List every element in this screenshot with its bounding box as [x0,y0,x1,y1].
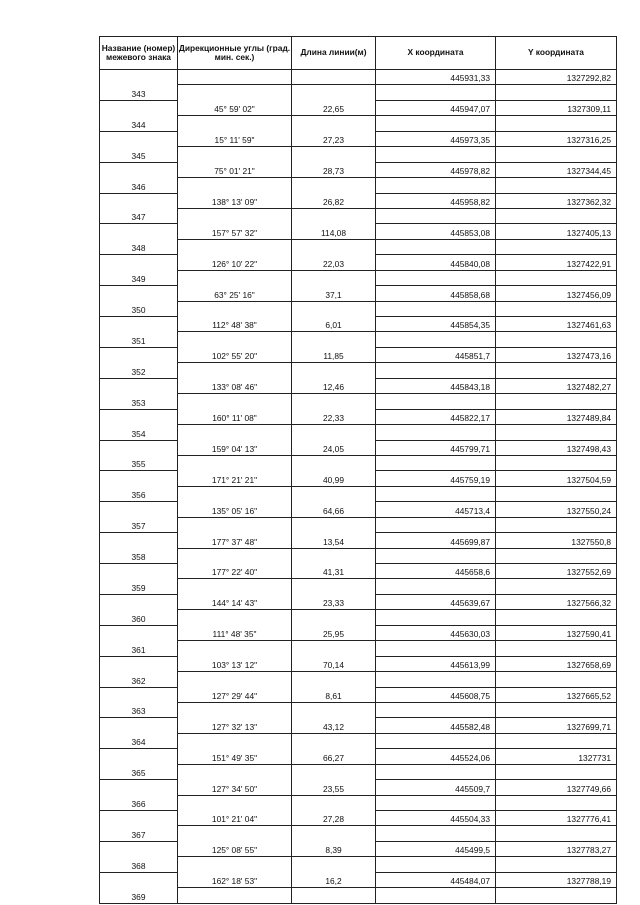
point-name-cell: 364 [100,718,178,749]
x-coordinate-cell: 445858,68 [376,286,496,301]
table-half-row [100,641,617,656]
y-coordinate-blank-cell [496,672,617,687]
y-coordinate-cell: 1327504,59 [496,471,617,486]
x-coordinate-blank-cell [376,85,496,100]
x-coordinate-blank-cell [376,301,496,316]
header-name: Название (номер) межевого знака [100,37,178,70]
x-coordinate-blank-cell [376,795,496,810]
length-cell: 37,1 [292,270,376,301]
x-coordinate-blank-cell [376,888,496,903]
length-cell: 6,01 [292,301,376,332]
y-coordinate-cell: 1327405,13 [496,224,617,239]
length-cell: 66,27 [292,733,376,764]
y-coordinate-cell: 1327461,63 [496,317,617,332]
table-half-row [100,486,617,501]
y-coordinate-cell: 1327316,25 [496,131,617,146]
point-name-cell: 356 [100,471,178,502]
y-coordinate-blank-cell [496,857,617,872]
y-coordinate-cell: 1327422,91 [496,255,617,270]
angle-cell: 101° 21' 04" [178,795,292,826]
length-cell: 23,55 [292,764,376,795]
length-cell: 25,95 [292,610,376,641]
table-half-row [100,764,617,779]
length-cell: 8,39 [292,826,376,857]
x-coordinate-cell: 445931,33 [376,70,496,85]
length-cell: 41,31 [292,548,376,579]
table-half-row [100,888,617,903]
table-half-row [100,270,617,285]
x-coordinate-blank-cell [376,363,496,378]
table-half-row [100,363,617,378]
angle-cell [178,888,292,903]
angle-cell: 45° 59' 02" [178,85,292,116]
angle-cell: 111° 48' 35" [178,610,292,641]
angle-cell: 133° 08' 46" [178,363,292,394]
point-name-cell: 345 [100,131,178,162]
length-cell: 24,05 [292,425,376,456]
point-name-cell: 363 [100,687,178,718]
x-coordinate-cell: 445608,75 [376,687,496,702]
table-half-row [100,116,617,131]
length-cell [292,70,376,85]
angle-cell: 177° 22' 40" [178,548,292,579]
y-coordinate-blank-cell [496,239,617,254]
point-name-cell: 355 [100,440,178,471]
y-coordinate-cell: 1327482,27 [496,378,617,393]
point-name-cell: 359 [100,564,178,595]
y-coordinate-cell: 1327658,69 [496,656,617,671]
angle-cell: 127° 34' 50" [178,764,292,795]
point-name-cell: 347 [100,193,178,224]
angle-cell: 126° 10' 22" [178,239,292,270]
y-coordinate-blank-cell [496,888,617,903]
x-coordinate-cell: 445630,03 [376,625,496,640]
length-cell: 13,54 [292,517,376,548]
point-name-cell: 349 [100,255,178,286]
y-coordinate-blank-cell [496,579,617,594]
x-coordinate-cell: 445973,35 [376,131,496,146]
x-coordinate-blank-cell [376,579,496,594]
length-cell [292,888,376,903]
angle-cell: 63° 25' 16" [178,270,292,301]
x-coordinate-blank-cell [376,733,496,748]
point-name-cell: 369 [100,872,178,903]
x-coordinate-cell: 445854,35 [376,317,496,332]
table-header-row [100,37,617,70]
table-half-row [100,208,617,223]
length-cell: 70,14 [292,641,376,672]
y-coordinate-cell: 1327776,41 [496,811,617,826]
header-angle: Дирекционные углы (град. мин. сек.) [178,37,292,70]
y-coordinate-blank-cell [496,795,617,810]
y-coordinate-cell: 1327749,66 [496,780,617,795]
angle-cell: 171° 21' 21" [178,455,292,486]
y-coordinate-blank-cell [496,733,617,748]
y-coordinate-cell: 1327309,11 [496,100,617,115]
y-coordinate-cell: 1327699,71 [496,718,617,733]
x-coordinate-cell: 445759,19 [376,471,496,486]
angle-cell: 159° 04' 13" [178,425,292,456]
header-x: X координата [376,37,496,70]
x-coordinate-blank-cell [376,857,496,872]
x-coordinate-blank-cell [376,672,496,687]
point-name-cell: 365 [100,749,178,780]
x-coordinate-cell: 445713,4 [376,502,496,517]
x-coordinate-cell: 445509,7 [376,780,496,795]
angle-cell: 177° 37' 48" [178,517,292,548]
table-half-row [100,857,617,872]
length-cell: 64,66 [292,486,376,517]
point-name-cell: 346 [100,162,178,193]
angle-cell: 103° 13' 12" [178,641,292,672]
y-coordinate-blank-cell [496,116,617,131]
x-coordinate-cell: 445639,67 [376,594,496,609]
x-coordinate-cell: 445851,7 [376,347,496,362]
header-length: Длина линии(м) [292,37,376,70]
x-coordinate-blank-cell [376,425,496,440]
x-coordinate-blank-cell [376,394,496,409]
y-coordinate-blank-cell [496,147,617,162]
angle-cell: 151° 49' 35" [178,733,292,764]
angle-cell: 112° 48' 38" [178,301,292,332]
length-cell: 11,85 [292,332,376,363]
length-cell: 27,28 [292,795,376,826]
y-coordinate-cell: 1327489,84 [496,409,617,424]
y-coordinate-cell: 1327550,8 [496,533,617,548]
y-coordinate-cell: 1327552,69 [496,564,617,579]
x-coordinate-cell: 445524,06 [376,749,496,764]
x-coordinate-blank-cell [376,517,496,532]
y-coordinate-cell: 1327550,24 [496,502,617,517]
y-coordinate-blank-cell [496,208,617,223]
angle-cell: 102° 55' 20" [178,332,292,363]
length-cell: 22,03 [292,239,376,270]
y-coordinate-cell: 1327344,45 [496,162,617,177]
x-coordinate-cell: 445484,07 [376,872,496,887]
table-body [100,70,617,904]
x-coordinate-blank-cell [376,826,496,841]
angle-cell: 138° 13' 09" [178,178,292,209]
angle-cell: 125° 08' 55" [178,826,292,857]
point-name-cell: 354 [100,409,178,440]
x-coordinate-blank-cell [376,116,496,131]
table-half-row [100,795,617,810]
length-cell: 16,2 [292,857,376,888]
y-coordinate-cell: 1327590,41 [496,625,617,640]
x-coordinate-cell: 445947,07 [376,100,496,115]
point-name-cell: 361 [100,625,178,656]
length-cell: 27,23 [292,116,376,147]
table-half-row [100,301,617,316]
y-coordinate-blank-cell [496,826,617,841]
x-coordinate-blank-cell [376,178,496,193]
y-coordinate-blank-cell [496,394,617,409]
length-cell: 22,65 [292,85,376,116]
y-coordinate-cell: 1327788,19 [496,872,617,887]
angle-cell: 162° 18' 53" [178,857,292,888]
point-name-cell: 343 [100,70,178,101]
x-coordinate-cell: 445843,18 [376,378,496,393]
length-cell: 26,82 [292,178,376,209]
y-coordinate-cell: 1327473,16 [496,347,617,362]
point-name-cell: 352 [100,347,178,378]
x-coordinate-blank-cell [376,208,496,223]
x-coordinate-blank-cell [376,239,496,254]
angle-cell: 15° 11' 59" [178,116,292,147]
y-coordinate-blank-cell [496,517,617,532]
table-half-row [100,517,617,532]
y-coordinate-blank-cell [496,178,617,193]
y-coordinate-blank-cell [496,270,617,285]
y-coordinate-cell: 1327362,32 [496,193,617,208]
point-name-cell: 348 [100,224,178,255]
point-name-cell: 368 [100,841,178,872]
angle-cell: 127° 29' 44" [178,672,292,703]
y-coordinate-cell: 1327498,43 [496,440,617,455]
table-half-row [100,425,617,440]
x-coordinate-cell: 445699,87 [376,533,496,548]
point-name-cell: 358 [100,533,178,564]
length-cell: 114,08 [292,208,376,239]
table-half-row [100,394,617,409]
x-coordinate-cell: 445799,71 [376,440,496,455]
point-name-cell: 366 [100,780,178,811]
table-half-row [100,178,617,193]
angle-cell: 157° 57' 32" [178,208,292,239]
point-name-cell: 357 [100,502,178,533]
length-cell: 12,46 [292,363,376,394]
angle-cell: 135° 05' 16" [178,486,292,517]
y-coordinate-blank-cell [496,455,617,470]
x-coordinate-blank-cell [376,702,496,717]
angle-cell: 127° 32' 13" [178,702,292,733]
x-coordinate-blank-cell [376,455,496,470]
point-name-cell: 351 [100,317,178,348]
angle-cell: 160° 11' 08" [178,394,292,425]
x-coordinate-cell: 445613,99 [376,656,496,671]
x-coordinate-blank-cell [376,764,496,779]
y-coordinate-cell: 1327456,09 [496,286,617,301]
length-cell: 8,61 [292,672,376,703]
point-name-cell: 360 [100,594,178,625]
y-coordinate-blank-cell [496,486,617,501]
table-half-row [100,239,617,254]
x-coordinate-cell: 445958,82 [376,193,496,208]
table-half-row [100,548,617,563]
angle-cell: 75° 01' 21" [178,147,292,178]
x-coordinate-blank-cell [376,486,496,501]
point-name-cell: 367 [100,811,178,842]
y-coordinate-cell: 1327731 [496,749,617,764]
length-cell: 28,73 [292,147,376,178]
x-coordinate-cell: 445853,08 [376,224,496,239]
angle-cell: 144° 14' 43" [178,579,292,610]
table-half-row [100,702,617,717]
x-coordinate-blank-cell [376,548,496,563]
length-cell: 43,12 [292,702,376,733]
table-half-row [100,733,617,748]
angle-cell [178,70,292,85]
table-half-row [100,147,617,162]
y-coordinate-blank-cell [496,301,617,316]
point-name-cell: 362 [100,656,178,687]
boundary-coordinates-table [99,36,617,904]
y-coordinate-cell: 1327566,32 [496,594,617,609]
y-coordinate-cell: 1327292,82 [496,70,617,85]
x-coordinate-blank-cell [376,610,496,625]
y-coordinate-blank-cell [496,702,617,717]
x-coordinate-cell: 445658,6 [376,564,496,579]
y-coordinate-blank-cell [496,363,617,378]
y-coordinate-blank-cell [496,85,617,100]
y-coordinate-blank-cell [496,610,617,625]
y-coordinate-cell: 1327783,27 [496,841,617,856]
point-name-cell: 344 [100,100,178,131]
y-coordinate-blank-cell [496,764,617,779]
length-cell: 22,33 [292,394,376,425]
x-coordinate-blank-cell [376,147,496,162]
y-coordinate-blank-cell [496,548,617,563]
length-cell: 23,33 [292,579,376,610]
y-coordinate-blank-cell [496,425,617,440]
point-name-cell: 353 [100,378,178,409]
table-half-row [100,85,617,100]
x-coordinate-blank-cell [376,332,496,347]
table-half-row [100,826,617,841]
table-half-row [100,610,617,625]
x-coordinate-cell: 445840,08 [376,255,496,270]
point-name-cell: 350 [100,286,178,317]
x-coordinate-cell: 445499,5 [376,841,496,856]
y-coordinate-blank-cell [496,641,617,656]
x-coordinate-blank-cell [376,641,496,656]
table-half-row [100,455,617,470]
table-half-row [100,672,617,687]
length-cell: 40,99 [292,455,376,486]
y-coordinate-blank-cell [496,332,617,347]
x-coordinate-blank-cell [376,270,496,285]
table-half-row [100,579,617,594]
x-coordinate-cell: 445822,17 [376,409,496,424]
x-coordinate-cell: 445504,33 [376,811,496,826]
table-half-row [100,332,617,347]
y-coordinate-cell: 1327665,52 [496,687,617,702]
table-half-row [100,70,617,85]
x-coordinate-cell: 445582,48 [376,718,496,733]
header-y: Y координата [496,37,617,70]
x-coordinate-cell: 445978,82 [376,162,496,177]
